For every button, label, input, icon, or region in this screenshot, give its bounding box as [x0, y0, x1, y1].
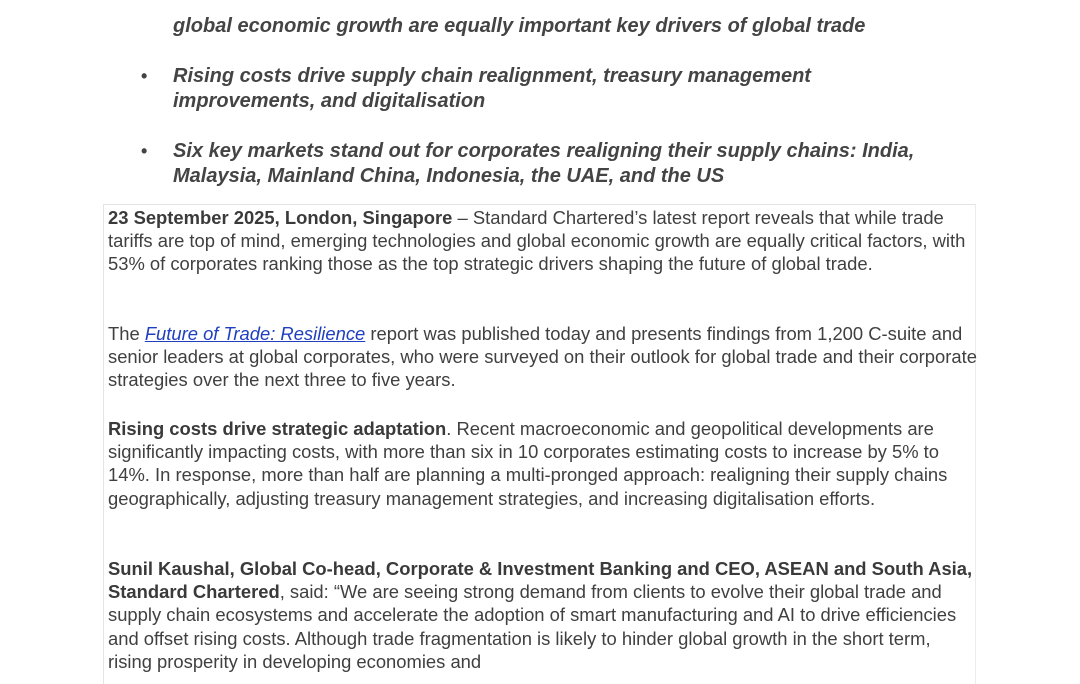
bullet-dot-icon: •: [141, 66, 148, 86]
highlight-text: Six key markets stand out for corporates realigning their supply chains: India, Malaysia, Mainland China, Indonesia, the UAE, and the US: [173, 140, 915, 187]
quote-text: , said: “We are seeing strong demand from clients to evolve their global trade and supply chain ecosystems and accelerate the adoption of smart manufacturing and AI to drive efficiencies and offset rising costs. Although trade fragmentation is likely to hinder global growth in the short term, rising prosperity in developing economies and: [108, 581, 957, 672]
highlight-bullet-2: [0, 64, 933, 114]
quote-paragraph: [108, 557, 978, 673]
highlight-text: Rising costs drive supply chain realignment, treasury management improvements, and digitalisation: [173, 65, 811, 112]
speaker-attribution: Sunil Kaushal, Global Co-head, Corporate & Investment Banking and CEO, ASEAN and South Asia, Standard Chartered: [108, 558, 973, 603]
highlight-text: global economic growth are equally important key drivers of global trade: [173, 15, 866, 37]
report-paragraph: [108, 322, 978, 392]
highlight-bullet-1: [0, 0, 933, 39]
report-prefix: The: [108, 323, 145, 344]
rising-costs-text: . Recent macroeconomic and geopolitical developments are significantly impacting costs, with more than six in 10 corporates estimating costs to increase by 5% to 14%. In response, more than half are planning a multi-pronged approach: realigning their supply chains geographically, adjusting treasury management strategies, and increasing digitalisation efforts.: [108, 418, 948, 509]
rising-costs-heading: Rising costs drive strategic adaptation: [108, 418, 447, 439]
dateline-bold: 23 September 2025, London, Singapore: [108, 207, 453, 228]
dateline-text: – Standard Chartered’s latest report reveals that while trade tariffs are top of mind, emerging technologies and global economic growth are equally critical factors, with 53% of corporates ranking those as the top strategic drivers shaping the future of global trade.: [108, 207, 966, 275]
report-suffix: report was published today and presents findings from 1,200 C-suite and senior leaders at global corporates, who were surveyed on their outlook for global trade and their corporate strategies over the next three to five years.: [108, 323, 977, 391]
dateline-paragraph: [108, 206, 978, 276]
rising-costs-paragraph: [108, 417, 978, 510]
bullet-dot-icon: •: [141, 141, 148, 161]
key-highlights-list: [0, 0, 1080, 214]
future-of-trade-report-link[interactable]: Future of Trade: Resilience: [144, 323, 366, 344]
highlight-bullet-3: [0, 139, 933, 189]
bullet-line-partial: [173, 0, 933, 14]
